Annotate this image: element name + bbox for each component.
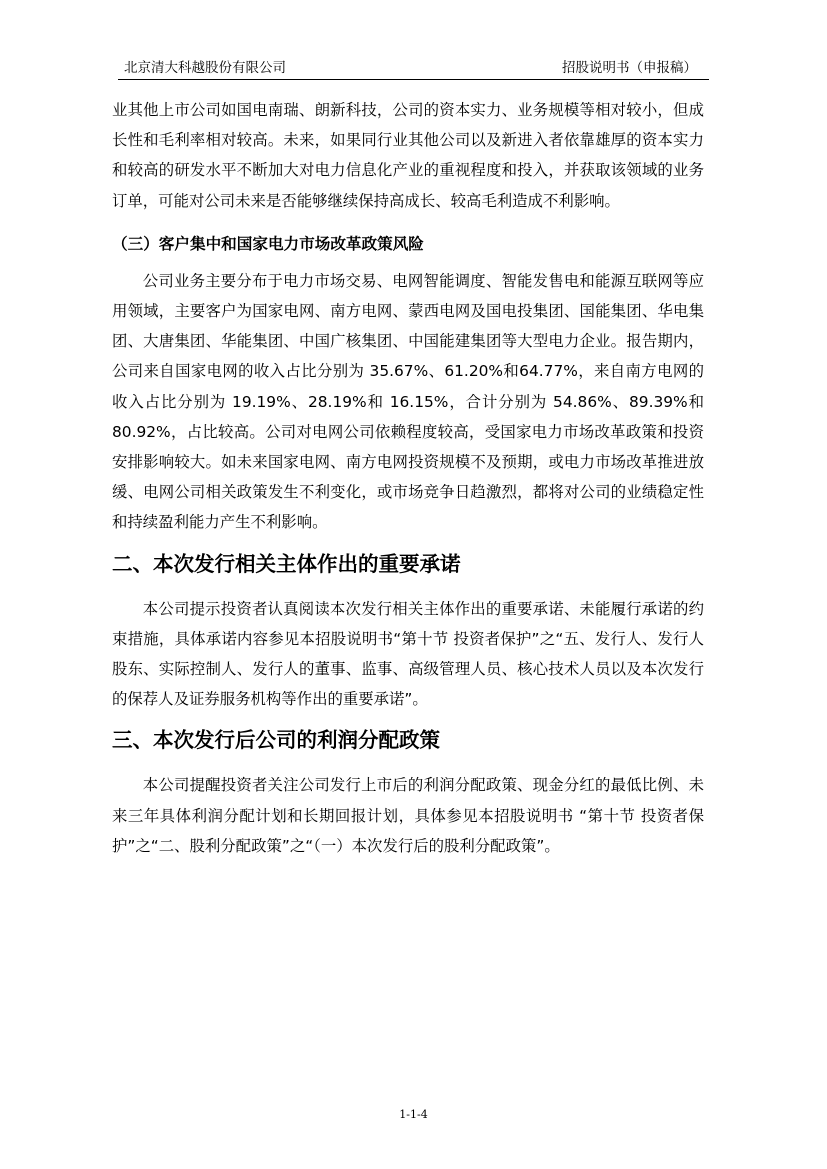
paragraph-profit-distribution: 本公司提醒投资者关注公司发行上市后的利润分配政策、现金分红的最低比例、未来三年具体利润分配计划和长期回报计划，具体参见本招股说明书 “第十节 投资者保护”之“二、股利分配政策”之“（一）本次发行后的股利分配政策”。 (112, 776, 704, 855)
header-document-title: 招股说明书（申报稿） (562, 60, 697, 76)
section-heading-profit-distribution: 三、本次发行后公司的利润分配政策 (112, 728, 440, 753)
page-number: 1-1-4 (399, 1108, 428, 1121)
paragraph-competition-risk-continued: 业其他上市公司如国电南瑞、朗新科技，公司的资本实力、业务规模等相对较小，但成长性和毛利率相对较高。未来，如果同行业其他公司以及新进入者依靠雄厚的资本实力和较高的研发水平不断加大对电力信息化产业的重视程度和投入，并获取该领域的业务订单，可能对公司未来是否能够继续保持高成长、较高毛利造成不利影响。 (112, 101, 704, 210)
section-heading-commitments: 二、本次发行相关主体作出的重要承诺 (112, 551, 461, 576)
page-body (112, 95, 704, 861)
paragraph-customer-concentration: 公司业务主要分布于电力市场交易、电网智能调度、智能发售电和能源互联网等应用领域，主要客户为国家电网、南方电网、蒙西电网及国电投集团、国能集团、华电集团、大唐集团、华能集团、中国广核集团、中国能建集团等大型电力企业。报告期内，公司来自国家电网的收入占比分别为 35.67%、61.20%和64.77%，来自南方电网的收入占比分别为 19.19%、28.19%和 16.15%，合计分别为 54.86%、89.39%和 80.92%，占比较高。公司对电网公司依赖程度较高，受国家电力市场改革政策和投资安排影响较大。如未来国家电网、南方电网投资规模不及预期，或电力市场改革推进放缓、电网公司相关政策发生不利变化，或市场竞争日趋激烈，都将对公司的业绩稳定性和持续盈利能力产生不利影响。 (112, 271, 704, 532)
header-divider (118, 79, 709, 80)
subsection-heading-customer-concentration: （三）客户集中和国家电力市场改革政策风险 (112, 234, 424, 253)
paragraph-commitments: 本公司提示投资者认真阅读本次发行相关主体作出的重要承诺、未能履行承诺的约束措施，具体承诺内容参见本招股说明书“第十节 投资者保护”之“五、发行人、发行人股东、实际控制人、发行人的董事、监事、高级管理人员、核心技术人员以及本次发行的保荐人及证券服务机构等作出的重要承诺”。 (112, 599, 704, 709)
page-header (118, 56, 709, 78)
header-company-name: 北京清大科越股份有限公司 (124, 60, 286, 76)
